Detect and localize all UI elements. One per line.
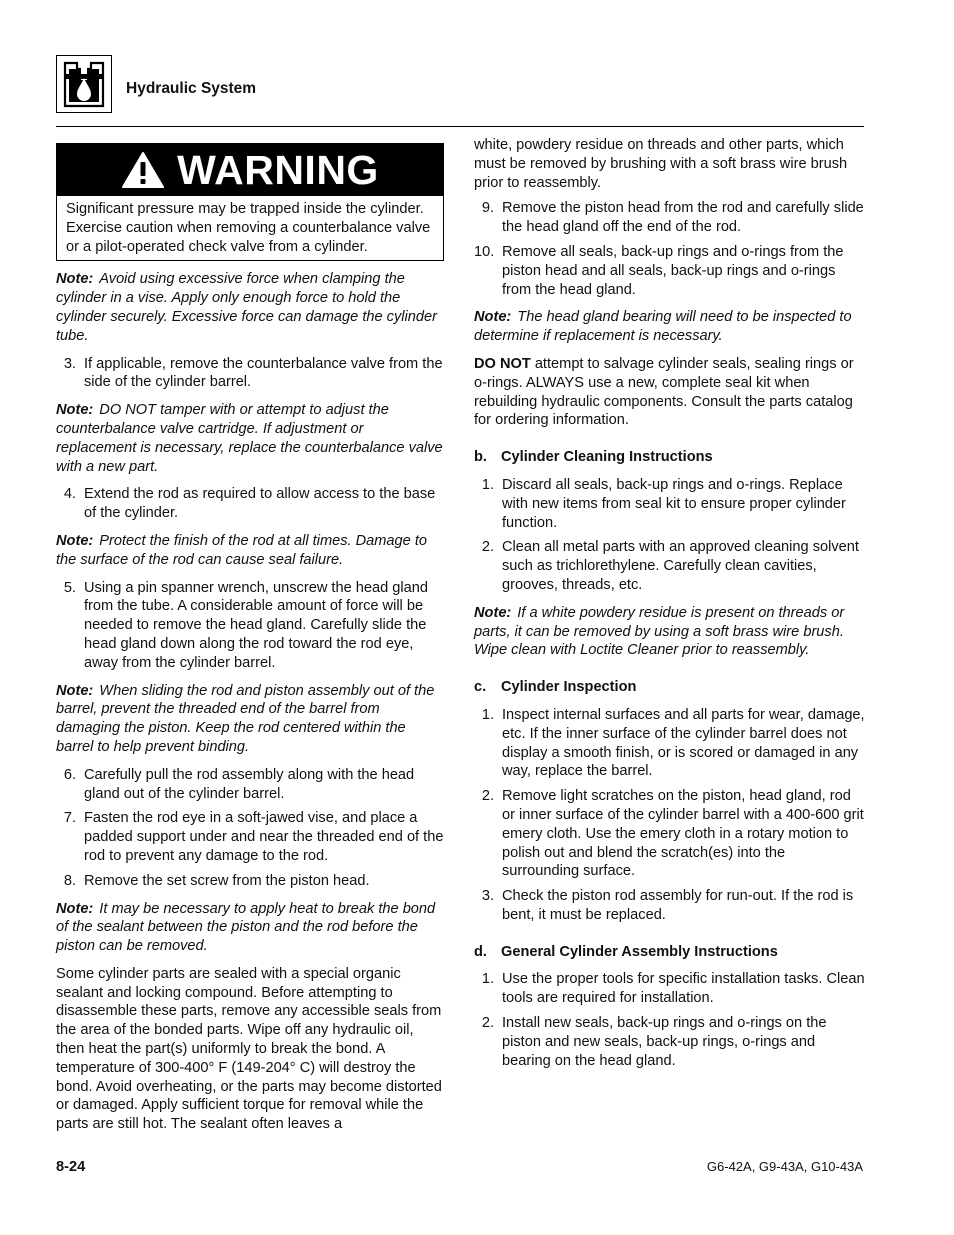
note	[56, 270, 444, 345]
step-text: Remove all seals, back-up rings and o-rings from the piston head and all seals, back-up rings and o-rings from the head gland.	[502, 243, 844, 298]
subsection-letter: d.	[474, 943, 487, 960]
list-item	[474, 1014, 866, 1070]
step-list	[56, 485, 444, 523]
warning-title: WARNING	[177, 147, 379, 193]
list-item	[56, 809, 444, 865]
step-number: 4.	[63, 486, 76, 503]
step-list	[56, 579, 444, 673]
step-list	[56, 766, 444, 891]
note-text: It may be necessary to apply heat to break the bond of the sealant between the piston and the rod before the piston can be removed.	[56, 900, 436, 955]
right-column	[474, 136, 866, 1070]
list-item	[474, 199, 866, 237]
subsection-heading	[474, 448, 866, 467]
step-text: Carefully pull the rod assembly along with the head gland out of the cylinder barrel.	[84, 766, 415, 802]
list-item	[56, 766, 444, 804]
list-item	[474, 706, 866, 781]
step-number: 2.	[481, 788, 494, 805]
note-label: Note:	[474, 604, 512, 621]
list-item	[474, 538, 866, 594]
step-text: Check the piston rod assembly for run-out. If the rod is bent, it must be replaced.	[502, 888, 854, 923]
note-text: Avoid using excessive force when clamping the cylinder in a vise. Apply only enough force to hold the cylinder securely. Excessive force can damage the cylinder tube.	[56, 271, 437, 344]
step-number: 1.	[481, 476, 494, 493]
list-item	[56, 579, 444, 673]
step-number: 5.	[63, 579, 76, 596]
step-text: Remove the piston head from the rod and carefully slide the head gland off the end of the rod.	[502, 200, 864, 236]
step-number: 2.	[481, 1015, 494, 1032]
list-item	[56, 872, 444, 891]
note-label: Note:	[56, 402, 94, 419]
model-list: G6-42A, G9-43A, G10-43A	[706, 1159, 863, 1174]
note	[56, 900, 444, 956]
step-number: 2.	[481, 539, 494, 556]
step-text: Remove the set screw from the piston head.	[84, 872, 370, 889]
emphasis: DO NOT	[474, 355, 531, 372]
note-text: The head gland bearing will need to be inspected to determine if replacement is necessary.	[474, 309, 852, 345]
list-item	[474, 970, 866, 1008]
step-number: 8.	[63, 872, 76, 889]
warning-triangle-icon	[121, 151, 165, 189]
warning-header	[57, 144, 443, 196]
step-number: 10.	[474, 243, 495, 260]
subsection-letter: b.	[474, 449, 487, 466]
note-text: Protect the finish of the rod at all times. Damage to the surface of the rod can cause seal failure.	[56, 532, 428, 568]
note-label: Note:	[56, 532, 94, 549]
step-text: Inspect internal surfaces and all parts for wear, damage, etc. If the inner surface of the cylinder barrel does not display a smooth finish, or is scored or damaged in any way, replace the barrel.	[502, 706, 865, 780]
warning-box	[56, 143, 444, 261]
step-number: 1.	[481, 971, 494, 988]
section-title: Hydraulic System	[126, 80, 257, 97]
note-text: When sliding the rod and piston assembly out of the barrel, prevent the threaded end of the barrel from damaging the piston. Keep the rod centered within the barrel to help prevent binding.	[56, 682, 435, 755]
page-number: 8-24	[56, 1159, 86, 1175]
step-number: 7.	[63, 810, 76, 827]
list-item	[474, 787, 866, 881]
note-label: Note:	[56, 900, 94, 917]
subsection-title: Cylinder Inspection	[501, 679, 637, 696]
note	[56, 682, 444, 757]
step-text: Extend the rod as required to allow access to the base of the cylinder.	[84, 486, 436, 522]
note	[474, 308, 866, 346]
list-item	[474, 243, 866, 299]
paragraph	[474, 355, 866, 430]
step-text: Install new seals, back-up rings and o-rings on the piston and new seals, back-up rings, o-rings and bearing on the head gland.	[502, 1015, 827, 1069]
page-header	[56, 55, 864, 127]
step-text: Use the proper tools for specific installation tasks. Clean tools are required for installation.	[502, 971, 865, 1007]
step-list	[474, 706, 866, 925]
subsection-title: Cylinder Cleaning Instructions	[501, 449, 713, 466]
paragraph: Some cylinder parts are sealed with a special organic sealant and locking compound. Before attempting to disassemble these parts, remove any accessible seals from the area of the bonded parts. Wipe off any hydraulic oil, then heat the part(s) uniformly to break the bond. A temperature of 300-400° F (149-204° C) will destroy the bond. Avoid overheating, or the parts may become distorted or damaged. Apply sufficient torque for removal while the parts are still hot. The sealant often leaves a	[56, 965, 442, 1133]
note-label: Note:	[474, 309, 512, 326]
note-label: Note:	[56, 682, 94, 699]
note-label: Note:	[56, 271, 94, 288]
step-text: If applicable, remove the counterbalance valve from the side of the cylinder barrel.	[84, 355, 443, 391]
step-text: Fasten the rod eye in a soft-jawed vise, and place a padded support under and near the threaded end of the rod to prevent any damage to the rod.	[84, 810, 444, 864]
list-item	[56, 355, 444, 393]
step-number: 3.	[481, 888, 494, 905]
note	[56, 401, 444, 476]
subsection-heading	[474, 678, 866, 697]
list-item	[474, 887, 866, 925]
subsection-title: General Cylinder Assembly Instructions	[501, 943, 778, 960]
step-number: 3.	[63, 355, 76, 372]
paragraph: white, powdery residue on threads and other parts, which must be removed by brushing with a soft brass wire brush prior to reassembly.	[474, 137, 848, 191]
step-text: Using a pin spanner wrench, unscrew the head gland from the tube. A considerable amount of force will be needed to remove the head gland. Carefully slide the head gland down along the rod toward the rod eye, away from the cylinder barrel.	[84, 579, 428, 671]
subsection-heading	[474, 943, 866, 962]
step-text: Remove light scratches on the piston, head gland, rod or inner surface of the cylinder barrel with a 400-600 grit emery cloth. Use the emery cloth in a rotary motion to polish out and blend the scratch(es) into the surrounding surface.	[502, 788, 864, 880]
step-text: Clean all metal parts with an approved cleaning solvent such as trichlorethylene. Carefully clean cavities, grooves, threads, etc.	[502, 539, 859, 593]
step-list	[474, 476, 866, 595]
step-list	[474, 199, 866, 299]
paragraph-text: attempt to salvage cylinder seals, sealing rings or o-rings. ALWAYS use a new, complete seal kit when rebuilding hydraulic components. Consult the parts catalog for ordering information.	[474, 355, 854, 429]
warning-text: Significant pressure may be trapped inside the cylinder. Exercise caution when removing a counterbalance valve or a pilot-operated check valve from a cylinder.	[66, 201, 431, 255]
note-text: DO NOT tamper with or attempt to adjust the counterbalance valve cartridge. If adjustment or replacement is necessary, replace the counterbalance valve with a new part.	[56, 402, 443, 475]
step-text: Discard all seals, back-up rings and o-rings. Replace with new items from seal kit to ensure proper cylinder function.	[502, 476, 846, 531]
left-column	[56, 136, 444, 1134]
step-number: 1.	[481, 706, 494, 723]
list-item	[56, 485, 444, 523]
step-number: 6.	[63, 766, 76, 783]
step-list	[56, 355, 444, 393]
note-text: If a white powdery residue is present on threads or parts, it can be removed by using a soft brass wire brush. Wipe clean with Loctite Cleaner prior to reassembly.	[474, 604, 845, 659]
list-item	[474, 476, 866, 532]
hydraulic-cylinder-icon	[56, 55, 112, 113]
subsection-letter: c.	[474, 679, 487, 696]
note	[474, 604, 866, 660]
note	[56, 532, 444, 570]
step-list	[474, 970, 866, 1070]
step-number: 9.	[481, 200, 494, 217]
